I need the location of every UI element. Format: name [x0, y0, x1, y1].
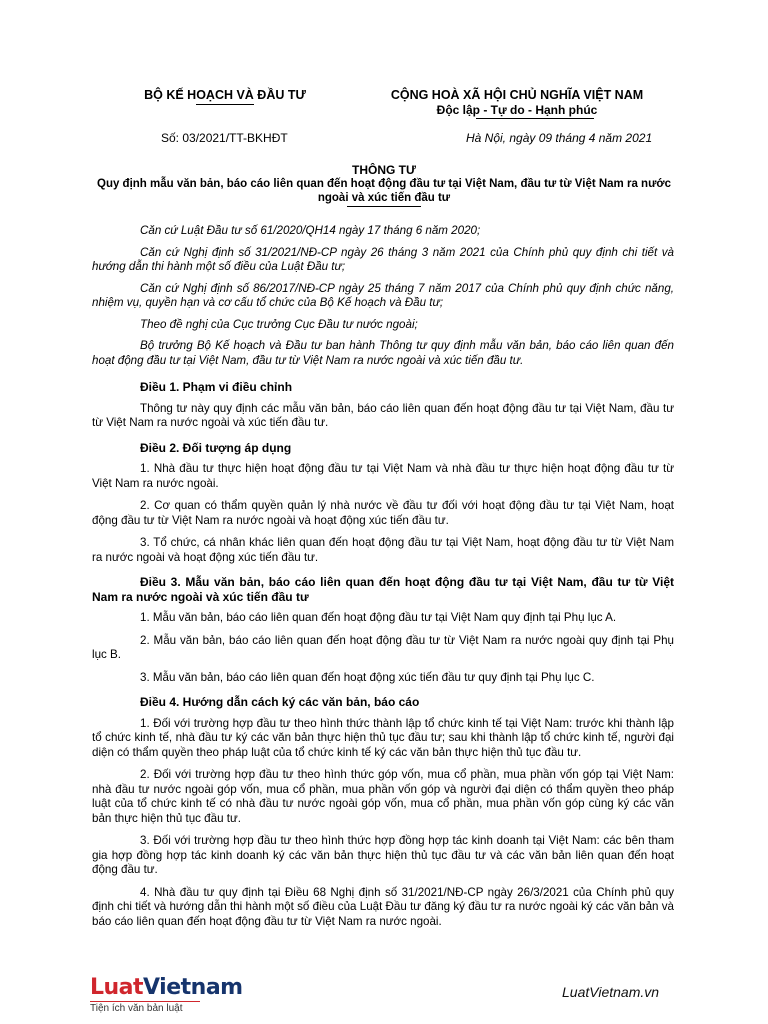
article-paragraph: 1. Đối với trường hợp đầu tư theo hình thức thành lập tổ chức kinh tế tại Việt Nam: trước khi thành lập tổ chức kinh tế, nhà đầu tư ký các văn bản thực hiện thủ tục đầu tư; sau khi thành lập tổ chức kinh tế, người đại diện có thẩm quyền theo pháp luật của tổ chức kinh tế ký các văn bản thực hiện thủ tục đầu tư.	[92, 716, 674, 759]
motto-underline	[476, 118, 594, 119]
article-heading: Điều 1. Phạm vi điều chỉnh	[140, 380, 293, 394]
preamble-line: Theo đề nghị của Cục trưởng Cục Đầu tư nước ngoài;	[140, 317, 418, 331]
country-name: CỘNG HOÀ XÃ HỘI CHỦ NGHĨA VIỆT NAM	[390, 88, 644, 102]
document-body	[92, 224, 674, 937]
article-paragraph: 3. Tổ chức, cá nhân khác liên quan đến hoạt động đầu tư tại Việt Nam, hoạt động đầu tư từ Việt Nam ra nước ngoài và hoạt động xúc tiến đầu tư.	[92, 536, 674, 564]
article-paragraph: 4. Nhà đầu tư quy định tại Điều 68 Nghị định số 31/2021/NĐ-CP ngày 26/3/2021 của Chính phủ quy định chi tiết và hướng dẫn thi hành một số điều của Luật Đầu tư đăng ký đầu tư ra nước ngoài ký các văn bản và báo cáo liên quan đến hoạt động đầu tư từ Việt Nam ra nước ngoài.	[92, 885, 674, 928]
logo-tagline: Tiện ích văn bản luật	[90, 1001, 200, 1014]
article-paragraph: 2. Mẫu văn bản, báo cáo liên quan đến hoạt động đầu tư từ Việt Nam ra nước ngoài quy định tại Phụ lục B.	[92, 633, 674, 661]
article-paragraph: 1. Nhà đầu tư thực hiện hoạt động đầu tư tại Việt Nam và nhà đầu tư thực hiện hoạt động đầu tư từ Việt Nam ra nước ngoài.	[92, 462, 674, 490]
document-subject: Quy định mẫu văn bản, báo cáo liên quan đến hoạt động đầu tư tại Việt Nam, đầu tư từ Việt Nam ra nước ngoài và xúc tiến đầu tư	[97, 178, 671, 204]
preamble-line: Căn cứ Nghị định số 31/2021/NĐ-CP ngày 26 tháng 3 năm 2021 của Chính phủ quy định chi tiết và hướng dẫn thi hành một số điều của Luật Đầu tư;	[92, 245, 674, 273]
article-heading: Điều 3. Mẫu văn bản, báo cáo liên quan đến hoạt động đầu tư tại Việt Nam, đầu tư từ Việt Nam ra nước ngoài và xúc tiến đầu tư	[92, 575, 674, 604]
preamble-line: Căn cứ Luật Đầu tư số 61/2020/QH14 ngày 17 tháng 6 năm 2020;	[140, 224, 481, 237]
article-paragraph: 3. Đối với trường hợp đầu tư theo hình thức hợp đồng hợp tác kinh doanh tại Việt Nam: các bên tham gia hợp đồng hợp tác kinh doanh ký các văn bản thực hiện thủ tục đầu tư và các văn bản liên quan đến hoạt động đầu tư.	[92, 834, 674, 876]
ministry-name: BỘ KẾ HOẠCH VÀ ĐẦU TƯ	[144, 88, 306, 102]
article-paragraph: Thông tư này quy định các mẫu văn bản, báo cáo liên quan đến hoạt động đầu tư tại Việt Nam, đầu tư từ Việt Nam ra nước ngoài và xúc tiến đầu tư.	[92, 401, 674, 429]
issuing-authority	[120, 88, 330, 105]
national-motto: Độc lập - Tự do - Hạnh phúc	[436, 103, 598, 117]
article-heading: Điều 4. Hướng dẫn cách ký các văn bản, báo cáo	[140, 695, 420, 709]
article-paragraph: 2. Đối với trường hợp đầu tư theo hình thức góp vốn, mua cổ phần, mua phần vốn góp tại Việt Nam: nhà đầu tư nước ngoài góp vốn, mua cổ phần, mua phần vốn góp và người đại diện có thẩm quyền theo pháp luật của tổ chức kinh tế có nhà đầu tư nước ngoài góp vốn, mua cổ phần, mua phần vốn góp cùng ký các văn bản thực hiện thủ tục đầu tư.	[92, 768, 674, 825]
logo-wordmark	[90, 976, 243, 1000]
preamble-line: Căn cứ Nghị định số 86/2017/NĐ-CP ngày 25 tháng 7 năm 2017 của Chính phủ quy định chức năng, nhiệm vụ, quyền hạn và cơ cấu tổ chức của Bộ Kế hoạch và Đầu tư;	[92, 281, 674, 309]
logo-word-luat: Luat	[90, 975, 144, 1000]
national-header	[372, 88, 662, 119]
article-paragraph: 2. Cơ quan có thẩm quyền quản lý nhà nước về đầu tư đối với hoạt động đầu tư tại Việt Nam, hoạt động đầu tư từ Việt Nam ra nước ngoài và hoạt động xúc tiến đầu tư.	[92, 499, 674, 527]
luatvietnam-logo	[90, 976, 243, 1014]
logo-word-vietnam: Vietnam	[143, 975, 243, 1000]
document-title	[88, 164, 680, 207]
document-type: THÔNG TƯ	[352, 163, 416, 177]
preamble-line: Bộ trưởng Bộ Kế hoạch và Đầu tư ban hành Thông tư quy định mẫu văn bản, báo cáo liên quan đến hoạt động đầu tư tại Việt Nam, đầu tư từ Việt Nam ra nước ngoài và xúc tiến đầu tư.	[92, 339, 674, 367]
site-watermark: LuatVietnam.vn	[562, 984, 660, 1000]
article-paragraph: 3. Mẫu văn bản, báo cáo liên quan đến hoạt động xúc tiến đầu tư quy định tại Phụ lục C.	[140, 670, 595, 684]
article-heading: Điều 2. Đối tượng áp dụng	[140, 440, 292, 455]
ministry-underline	[196, 104, 254, 105]
place-date: Hà Nội, ngày 09 tháng 4 năm 2021	[466, 131, 653, 145]
title-underline	[347, 206, 421, 207]
document-number: Số: 03/2021/TT-BKHĐT	[161, 131, 288, 145]
article-paragraph: 1. Mẫu văn bản, báo cáo liên quan đến hoạt động đầu tư tại Việt Nam quy định tại Phụ lục A.	[140, 611, 617, 624]
